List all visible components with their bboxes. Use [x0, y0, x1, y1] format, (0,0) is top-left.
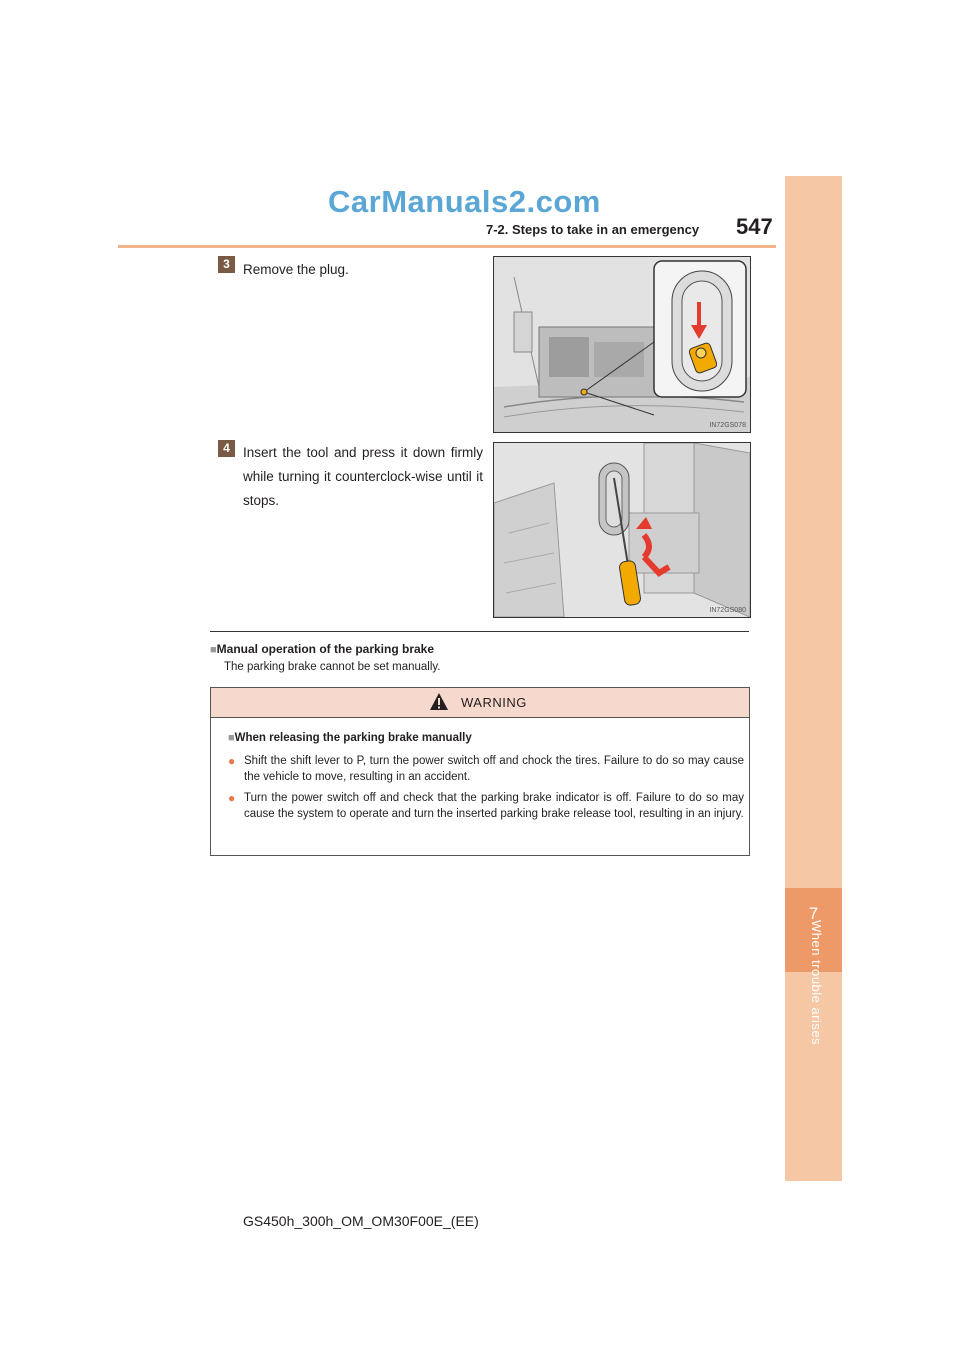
- warning-title: WARNING: [461, 695, 527, 710]
- step-number-badge: 4: [218, 440, 235, 457]
- header-rule: [118, 245, 776, 248]
- step-text: Insert the tool and press it down firmly while turning it counterclock-wise until it stops.: [243, 445, 483, 508]
- bullet-icon: ●: [228, 754, 236, 768]
- warning-heading: ■When releasing the parking brake manually: [228, 732, 472, 744]
- section-title: 7-2. Steps to take in an emergency: [486, 222, 700, 237]
- warning-triangle-icon: [429, 692, 449, 712]
- section-divider: [210, 631, 749, 632]
- warning-item: Turn the power switch off and check that the parking brake indicator is off. Failure to do so may cause the system to operate and turn the inserted parking brake release tool, resulting in an injury.: [244, 792, 744, 820]
- illustration-insert-tool: [493, 442, 751, 618]
- step-number-badge: 3: [218, 256, 235, 273]
- page-number: 547: [736, 214, 773, 239]
- bullet-icon: ●: [228, 791, 236, 805]
- chapter-title: When trouble arises: [809, 920, 824, 1046]
- note-body: The parking brake cannot be set manually.: [224, 661, 441, 673]
- trunk-plug-illustration: [494, 257, 750, 432]
- model-code-footer: GS450h_300h_OM_OM30F00E_(EE): [243, 1213, 479, 1229]
- release-tool-illustration: [494, 443, 750, 617]
- watermark-logo: CarManuals2.com: [328, 184, 601, 219]
- illustration-remove-plug: [493, 256, 751, 433]
- chapter-number: 7: [808, 904, 819, 923]
- square-bullet-icon: ■: [228, 732, 235, 744]
- figure-code: IN72GS078: [709, 422, 746, 429]
- square-bullet-icon: ■: [210, 644, 217, 656]
- figure-code: IN72GS080: [709, 607, 746, 614]
- warning-box: [210, 687, 750, 856]
- note-heading: ■Manual operation of the parking brake: [210, 642, 435, 656]
- warning-header: [211, 688, 749, 718]
- warning-item: Shift the shift lever to P, turn the power switch off and chock the tires. Failure to do so may cause the vehicle to move, resulting in an accident.: [244, 755, 744, 783]
- step-text: Remove the plug.: [243, 262, 349, 277]
